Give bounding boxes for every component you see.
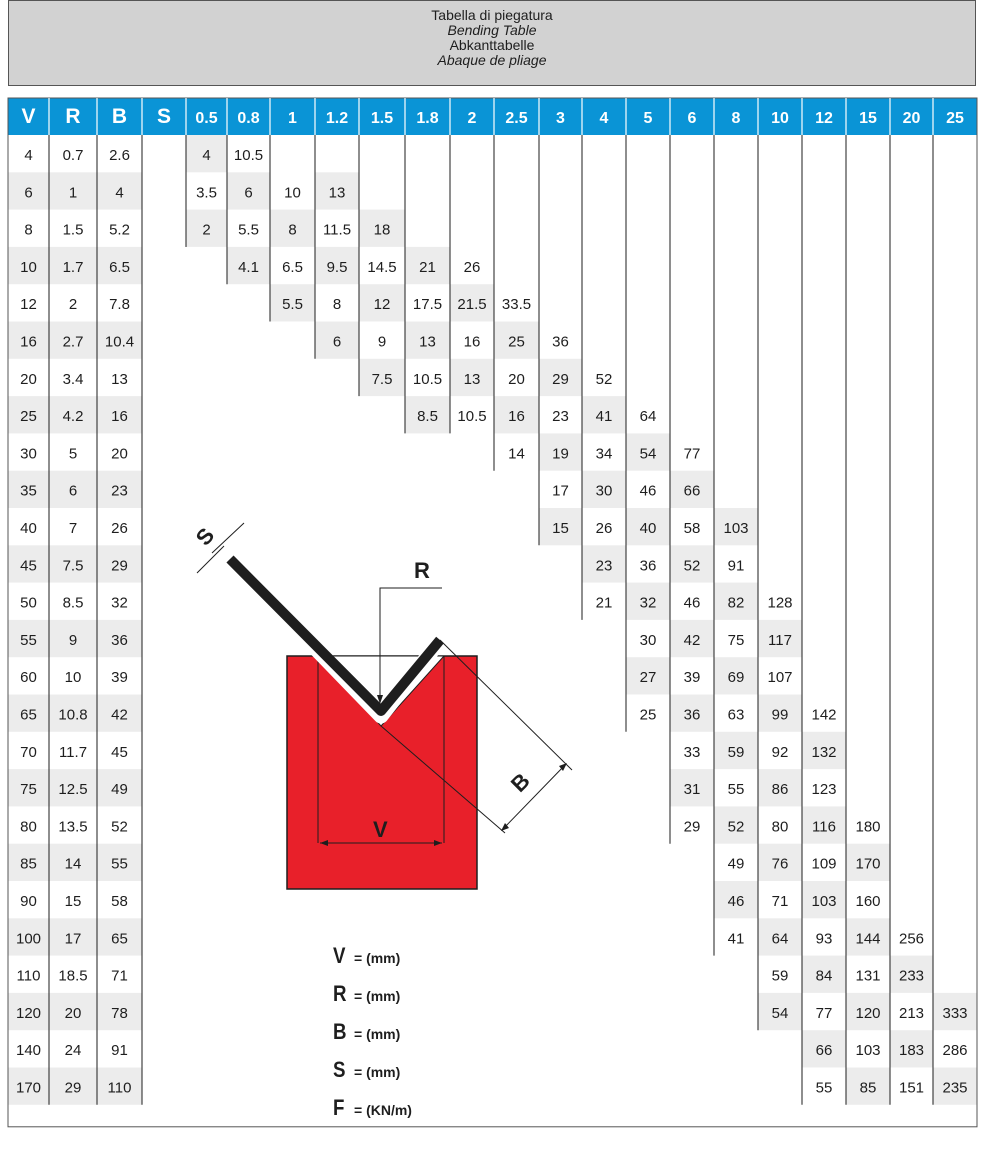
cell-r: 24 [64,1042,82,1060]
cell-v: 8 [24,221,33,239]
cell-force: 120 [855,1004,881,1022]
cell-force: 8 [332,296,342,314]
cell-force: 46 [727,893,745,910]
cell-force: 2 [202,221,211,239]
cell-r: 1.5 [62,221,84,239]
cell-force: 66 [683,482,701,500]
legend-symbol: V [333,943,346,968]
cell-r: 17 [64,930,82,948]
cell-force: 142 [811,706,837,724]
cell-r: 2.7 [62,333,84,351]
cell-v: 80 [20,818,37,836]
cell-b: 32 [111,594,128,612]
cell-v: 75 [20,781,37,799]
cell-force: 77 [683,445,701,463]
header-1.5: 1.5 [370,110,394,127]
cell-force: 8 [288,221,297,239]
cell-b: 65 [111,930,128,948]
cell-b: 39 [111,669,128,687]
cell-force: 17.5 [412,296,443,314]
legend-unit: = (mm) [354,1064,401,1080]
header-5: 5 [643,110,653,127]
cell-force: 117 [768,631,792,649]
cell-b: 20 [111,445,128,463]
header-V: V [21,105,36,128]
cell-force: 107 [767,669,793,687]
cell-force: 23 [595,557,613,575]
header-25: 25 [946,110,964,127]
cell-force: 180 [855,818,881,836]
cell-r: 2 [68,296,78,314]
cell-force: 33.5 [501,296,532,314]
cell-force: 29 [552,370,569,388]
cell-force: 21 [419,258,436,276]
cell-b: 10.4 [104,333,135,351]
cell-b: 42 [111,706,128,724]
cell-force: 52 [595,370,613,388]
cell-force: 109 [811,855,837,873]
cell-force: 86 [771,781,789,799]
header-8: 8 [731,110,741,127]
cell-force: 36 [683,706,701,724]
cell-b: 45 [111,743,128,761]
cell-r: 1 [68,184,78,202]
legend-symbol: R [333,981,347,1006]
cell-force: 183 [898,1042,925,1060]
cell-r: 20 [64,1004,82,1022]
cell-force: 11.5 [322,221,352,239]
title-german: Abkanttabelle [449,37,535,53]
title-english: Bending Table [447,22,537,38]
cell-force: 52 [683,557,701,575]
header-2: 2 [467,110,477,127]
cell-b: 52 [111,818,128,836]
cell-b: 55 [111,855,128,873]
cell-force: 4 [202,147,211,164]
s-tick-1 [197,546,224,573]
cell-r: 3.4 [62,370,84,388]
cell-force: 36 [639,557,657,575]
legend-symbol: F [333,1095,345,1120]
cell-r: 10.8 [58,706,88,724]
cell-force: 27 [639,669,657,687]
cell-force: 42 [683,631,701,649]
cell-force: 64 [771,930,789,948]
cell-b: 26 [111,520,128,537]
cell-v: 20 [20,370,37,388]
cell-b: 7.8 [109,296,130,314]
cell-force: 13 [463,370,481,388]
cell-force: 40 [639,520,657,537]
cell-force: 14.5 [367,258,397,276]
header-1.2: 1.2 [325,110,349,127]
shade-layer [8,98,977,1105]
cell-r: 0.7 [62,147,84,164]
cell-force: 5.5 [238,221,259,239]
legend-unit: = (KN/m) [354,1102,412,1118]
cell-force: 82 [727,594,745,612]
cell-b: 29 [111,557,128,575]
cell-force: 55 [727,781,745,799]
cell-r: 12.5 [58,781,88,799]
header-S: S [156,105,172,128]
cell-force: 64 [639,408,657,426]
label-v: V [373,817,388,842]
cell-force: 63 [727,706,745,724]
cell-force: 21 [595,594,613,612]
cell-v: 10 [20,258,37,276]
cell-force: 54 [639,445,657,463]
cell-force: 75 [727,631,745,649]
cell-force: 4.1 [238,258,259,276]
cell-force: 77 [815,1004,833,1022]
cell-force: 16 [508,408,525,426]
cell-b: 49 [111,781,128,799]
cell-force: 46 [639,482,657,500]
legend-unit: = (mm) [354,950,401,966]
cell-force: 14 [508,445,525,463]
cell-force: 20 [508,370,525,388]
cell-r: 13.5 [58,818,88,836]
cell-force: 103 [811,893,837,910]
cell-force: 32 [639,594,657,612]
legend-item [333,1057,412,1095]
cell-force: 6 [332,333,342,351]
cell-b: 2.6 [109,147,130,164]
title-french: Abaque de pliage [437,52,547,68]
label-b: B [505,767,535,797]
legend-symbol: B [333,1019,347,1044]
header-1: 1 [288,110,297,127]
cell-force: 41 [727,930,745,948]
cell-force: 23 [552,408,569,426]
cell-r: 11.7 [58,743,88,761]
cell-force: 256 [898,930,925,948]
cell-force: 85 [859,1079,877,1097]
cell-force: 103 [855,1042,881,1060]
header-0.8: 0.8 [237,110,260,127]
cell-force: 333 [942,1004,968,1022]
cell-v: 100 [15,930,42,948]
cell-force: 31 [683,781,701,799]
cell-v: 140 [15,1042,42,1060]
cell-force: 30 [595,482,613,500]
cell-v: 16 [20,333,37,351]
cell-force: 8.5 [417,408,438,426]
legend-unit: = (mm) [354,1026,401,1042]
cell-v: 90 [20,893,37,910]
cell-r: 4.2 [62,408,84,426]
legend-unit: = (mm) [354,988,401,1004]
cell-force: 213 [898,1004,925,1022]
cell-force: 16 [463,333,481,351]
cell-v: 45 [20,557,37,575]
header-B: B [111,105,128,128]
cell-force: 10.5 [457,408,487,426]
legend-item [333,1019,412,1057]
cell-force: 54 [771,1004,789,1022]
cell-force: 49 [727,855,745,873]
legend-item [333,981,412,1019]
cell-force: 30 [639,631,657,649]
cell-force: 132 [811,743,837,761]
cell-force: 128 [767,594,793,612]
cell-force: 12 [373,296,391,314]
cell-force: 26 [595,520,613,537]
cell-force: 25 [639,706,657,724]
cell-b: 6.5 [109,258,130,276]
header-R: R [65,105,81,128]
cell-force: 92 [771,743,789,761]
cell-force: 5.5 [282,296,303,314]
text-layer [16,105,968,1097]
cell-force: 17 [552,482,569,500]
cell-r: 14 [64,855,82,873]
header-2.5: 2.5 [505,110,528,127]
cell-force: 10 [284,184,301,202]
cell-r: 9 [68,631,78,649]
header-20: 20 [902,110,921,127]
legend-item [333,1095,412,1133]
cell-force: 3.5 [196,184,217,202]
cell-force: 26 [463,258,481,276]
cell-r: 1.7 [62,258,84,276]
cell-b: 58 [111,893,128,910]
cell-v: 70 [20,743,37,761]
cell-v: 85 [20,855,37,873]
cell-force: 6.5 [282,258,303,276]
cell-v: 55 [20,631,37,649]
cell-b: 16 [111,408,128,426]
cell-force: 9.5 [326,258,348,276]
cell-force: 71 [771,893,789,910]
cell-force: 103 [723,520,749,537]
cell-v: 30 [20,445,37,463]
cell-force: 18 [373,221,391,239]
cell-v: 170 [15,1079,42,1097]
cell-force: 76 [771,855,789,873]
cell-v: 120 [15,1004,42,1022]
cell-force: 10.5 [412,370,443,388]
header-4: 4 [599,110,609,127]
title-italian: Tabella di piegatura [431,7,553,23]
cell-force: 235 [942,1079,968,1097]
cell-b: 78 [111,1004,128,1022]
cell-force: 131 [855,967,881,985]
cell-v: 12 [20,296,37,314]
cell-b: 71 [111,967,128,985]
cell-b: 13 [111,370,128,388]
cell-force: 46 [683,594,701,612]
cell-force: 29 [683,818,701,836]
label-s: S [190,522,220,551]
cell-force: 6 [244,184,253,202]
header-15: 15 [859,110,877,127]
cell-force: 91 [727,557,745,575]
header-10: 10 [771,110,789,127]
cell-r: 15 [64,893,82,910]
cell-force: 34 [595,445,613,463]
cell-b: 23 [111,482,128,500]
cell-force: 99 [771,706,789,724]
cell-v: 4 [24,147,33,164]
cell-force: 84 [815,967,833,985]
cell-v: 6 [24,184,33,202]
cell-force: 33 [683,743,701,761]
cell-force: 66 [815,1042,833,1060]
label-r: R [414,558,430,583]
cell-r: 8.5 [62,594,84,612]
cell-force: 25 [508,333,525,351]
cell-force: 36 [552,333,569,351]
bending-diagram [191,523,572,889]
cell-v: 110 [16,967,41,985]
cell-b: 4 [115,184,124,202]
cell-force: 233 [898,967,925,985]
cell-v: 50 [20,594,37,612]
cell-v: 35 [20,482,37,500]
cell-force: 69 [727,669,745,687]
cell-force: 123 [811,781,837,799]
cell-force: 55 [815,1079,833,1097]
cell-force: 19 [552,445,569,463]
cell-force: 13 [328,184,346,202]
units-legend [333,943,412,1133]
cell-force: 116 [812,818,836,836]
cell-v: 60 [20,669,37,687]
cell-b: 91 [111,1042,128,1060]
cell-force: 13 [419,333,436,351]
cell-r: 6 [68,482,78,500]
cell-force: 52 [727,818,745,836]
cell-b: 36 [111,631,128,649]
cell-force: 170 [855,855,881,873]
cell-force: 41 [595,408,613,426]
cell-force: 15 [552,520,569,537]
header-3: 3 [556,110,565,127]
cell-r: 10 [64,669,82,687]
cell-r: 7 [68,520,78,537]
header-0.5: 0.5 [195,110,218,127]
cell-v: 65 [20,706,37,724]
header-6: 6 [687,110,697,127]
header-12: 12 [815,110,833,127]
cell-force: 160 [855,893,881,910]
cell-force: 59 [727,743,745,761]
cell-b: 110 [107,1079,132,1097]
cell-force: 59 [771,967,789,985]
legend-symbol: S [333,1057,346,1082]
cell-force: 286 [942,1042,968,1060]
legend-item [333,943,412,981]
cell-r: 7.5 [62,557,84,575]
cell-force: 7.5 [371,370,393,388]
cell-force: 80 [771,818,789,836]
cell-r: 29 [64,1079,82,1097]
cell-force: 21.5 [457,296,487,314]
header-1.8: 1.8 [416,110,439,127]
cell-v: 40 [20,520,37,537]
cell-force: 9 [377,333,387,351]
cell-force: 144 [855,930,881,948]
cell-force: 39 [683,669,701,687]
cell-r: 18.5 [58,967,88,985]
cell-v: 25 [20,408,37,426]
cell-force: 93 [815,930,833,948]
cell-r: 5 [68,445,78,463]
cell-force: 10.5 [233,147,264,164]
cell-force: 58 [683,520,701,537]
cell-force: 151 [898,1079,925,1097]
cell-b: 5.2 [109,221,130,239]
